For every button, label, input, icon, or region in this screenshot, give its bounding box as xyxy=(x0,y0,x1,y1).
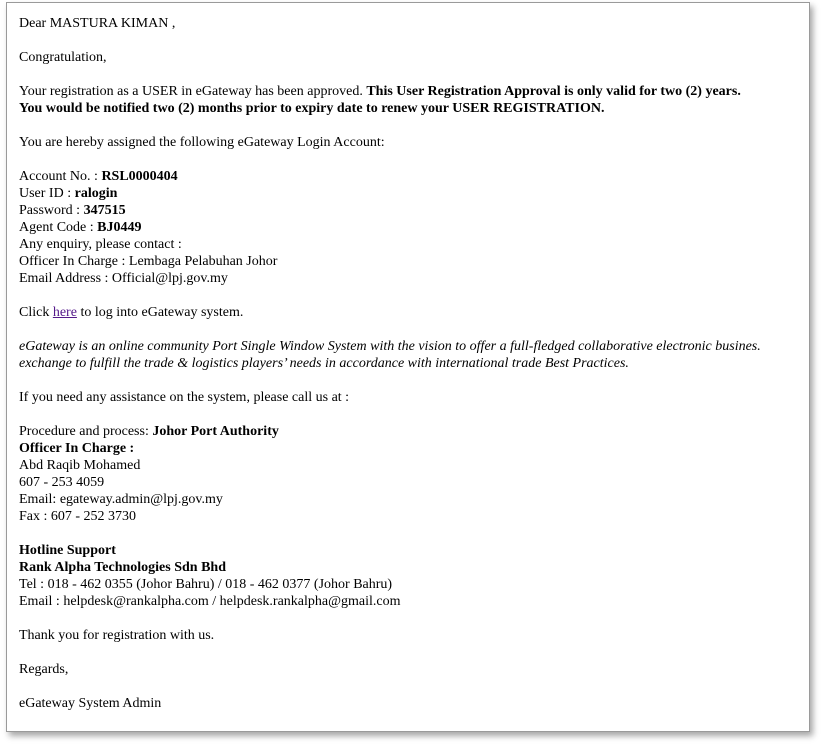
account-no-label: Account No. : xyxy=(19,169,102,184)
thanks-line: Thank you for registration with us. xyxy=(19,628,215,643)
email-body xyxy=(19,15,804,729)
description-line-2: exchange to fulfill the trade & logistics players’ needs in accordance with international trade Best Practices. xyxy=(19,356,629,371)
account-no-row xyxy=(19,169,178,184)
hotline-heading: Hotline Support xyxy=(19,543,116,558)
password-value: 347515 xyxy=(83,203,126,218)
officer-in-charge-line: Officer In Charge : Lembaga Pelabuhan Johor xyxy=(19,254,278,269)
user-id-value: ralogin xyxy=(74,186,118,201)
approval-text: Your registration as a USER in eGateway has been approved. xyxy=(19,84,367,99)
agent-code-value: BJ0449 xyxy=(97,220,142,235)
account-no-value: RSL0000404 xyxy=(101,169,178,184)
hotline-support xyxy=(19,542,804,610)
login-account-details xyxy=(19,168,804,287)
signature: eGateway System Admin xyxy=(19,696,162,711)
agent-code-row xyxy=(19,220,142,235)
password-row xyxy=(19,203,126,218)
approval-paragraph xyxy=(19,83,804,117)
expiry-notice: You would be notified two (2) months prior to expiry date to renew your USER REGISTRATION. xyxy=(19,101,605,116)
contact-email-address: Email Address : Official@lpj.gov.my xyxy=(19,271,228,286)
user-id-row xyxy=(19,186,117,201)
email-window xyxy=(6,2,810,732)
procedure-authority: Johor Port Authority xyxy=(152,424,279,439)
officer-name: Abd Raqib Mohamed xyxy=(19,458,141,473)
officer-phone: 607 - 253 4059 xyxy=(19,475,105,490)
description-line-1: eGateway is an online community Port Single Window System with the vision to offer a full-fledged collaborative electronic busines. xyxy=(19,339,761,354)
login-instruction xyxy=(19,304,804,321)
assistance-line: If you need any assistance on the system, please call us at : xyxy=(19,390,350,405)
approval-validity-notice: This User Registration Approval is only valid for two (2) years. xyxy=(366,84,741,99)
procedure-contact xyxy=(19,423,804,525)
officer-heading: Officer In Charge : xyxy=(19,441,135,456)
greeting: Dear MASTURA KIMAN , xyxy=(19,16,176,31)
officer-email: Email: egateway.admin@lpj.gov.my xyxy=(19,492,223,507)
login-suffix: to log into eGateway system. xyxy=(76,305,244,320)
login-here-link[interactable]: here xyxy=(52,305,77,320)
agent-code-label: Agent Code : xyxy=(19,220,98,235)
hotline-tel: Tel : 018 - 462 0355 (Johor Bahru) / 018 - 462 0377 (Johor Bahru) xyxy=(19,577,393,592)
hotline-company: Rank Alpha Technologies Sdn Bhd xyxy=(19,560,226,575)
enquiry-line: Any enquiry, please contact : xyxy=(19,237,182,252)
egateway-description xyxy=(19,338,804,372)
login-prefix: Click xyxy=(19,305,53,320)
congratulation-line: Congratulation, xyxy=(19,50,107,65)
regards-line: Regards, xyxy=(19,662,69,677)
user-id-label: User ID : xyxy=(19,186,75,201)
procedure-label: Procedure and process: xyxy=(19,424,153,439)
assigned-account-intro: You are hereby assigned the following eGateway Login Account: xyxy=(19,135,385,150)
officer-fax: Fax : 607 - 252 3730 xyxy=(19,509,137,524)
hotline-email: Email : helpdesk@rankalpha.com / helpdesk.rankalpha@gmail.com xyxy=(19,594,401,609)
password-label: Password : xyxy=(19,203,84,218)
